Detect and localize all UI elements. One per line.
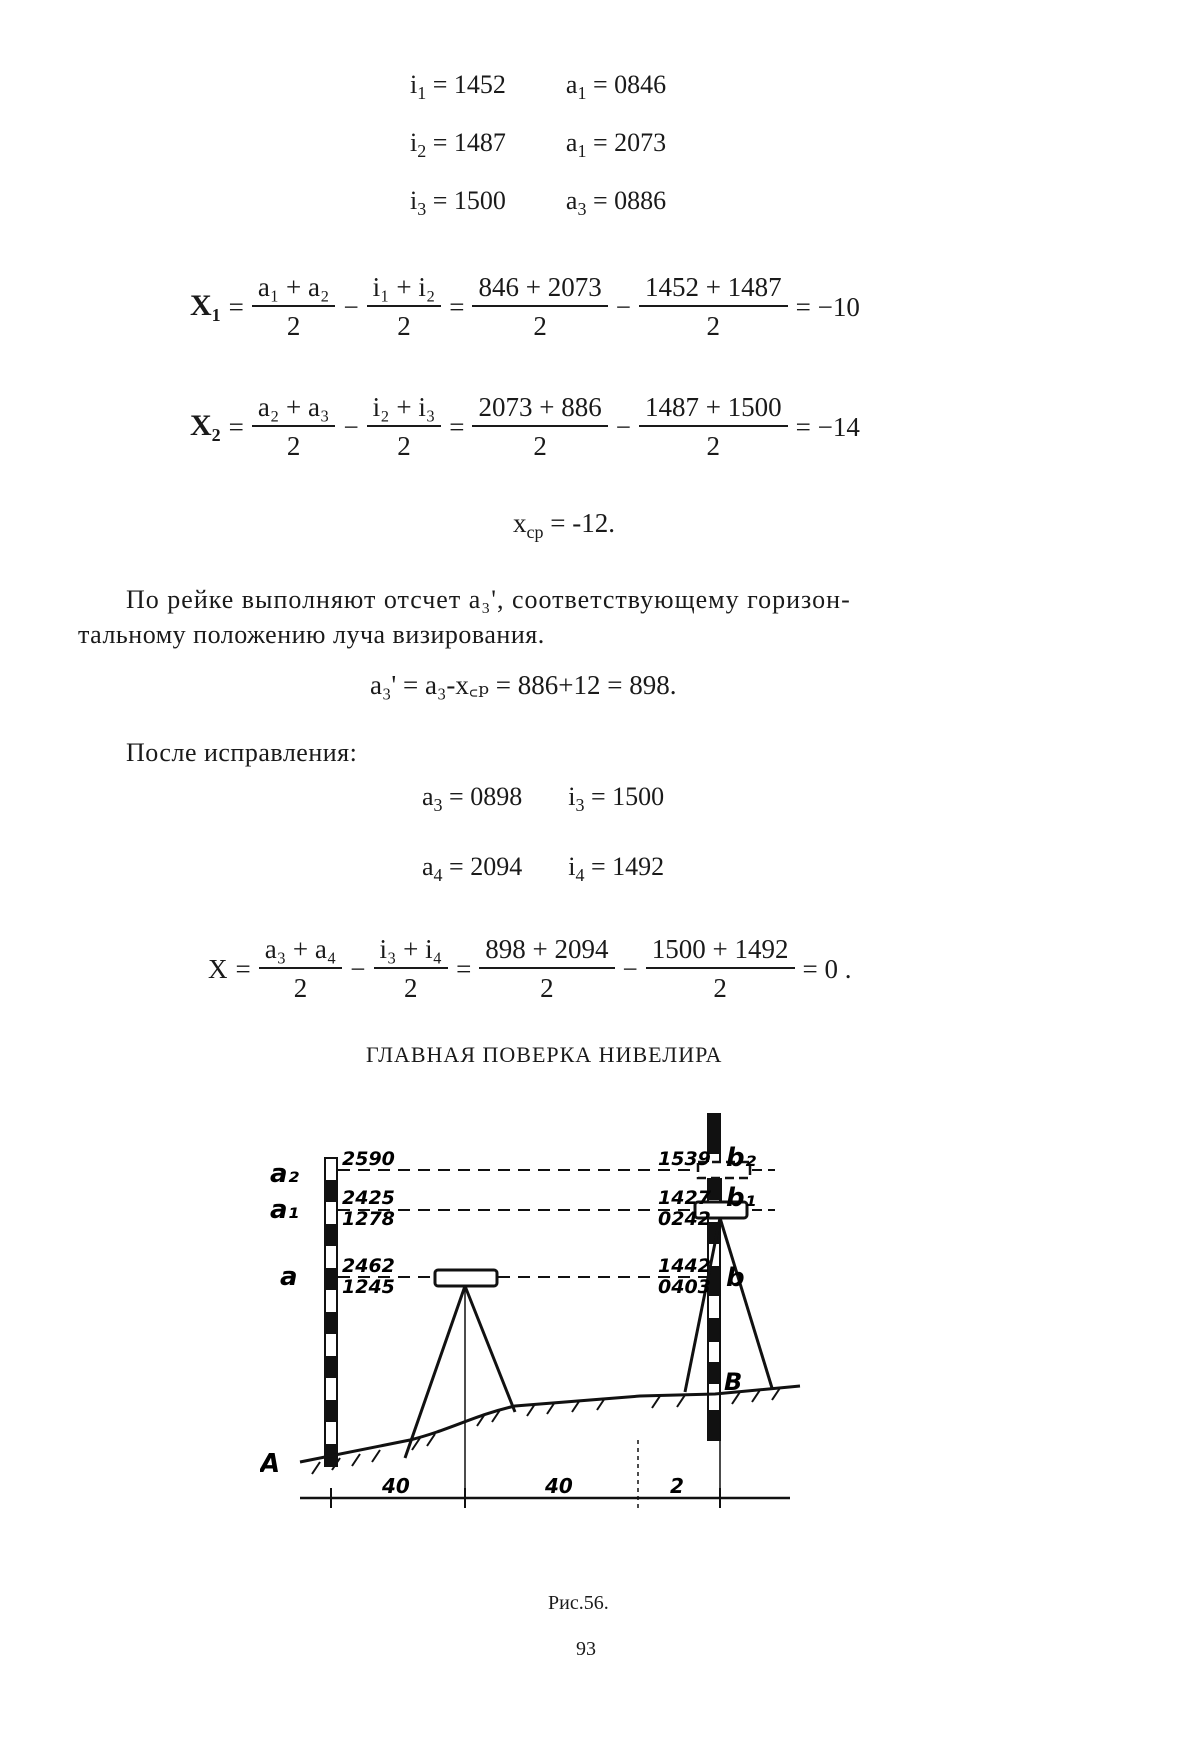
left-staff [325,1158,337,1466]
reading-i: $i_2 = 1487$ [410,128,506,161]
formula-lhs: $X_1$ [190,288,221,325]
fraction: $\frac{2073 + 886}{2}$ [472,392,607,462]
reading-i: $i_4 = 1492$ [568,852,665,885]
reading-row [410,186,810,244]
minus-sign: − [615,411,631,442]
minus-sign: − [622,953,638,984]
fraction: $\frac{1487 + 1500}{2}$ [639,392,788,462]
readings-block-1 [410,70,810,244]
label-a2: a₂ [270,1159,299,1189]
paragraph-1-line-2: тальному положению луча визирования. [78,620,545,649]
equals-sign: = [449,411,465,442]
label-a: a [280,1262,298,1292]
fraction: $\frac{\text{a₃ + a₄}}{2}$ [259,934,343,1004]
reading-2462: 2462 [342,1255,395,1277]
equals-sign: = [456,953,472,984]
reading-2425: 2425 [342,1187,395,1209]
paragraph-2: После исправления: [126,738,358,767]
distance-2: 40 [545,1474,573,1498]
formula-lhs: $X_2$ [190,408,221,445]
level-instrument-1 [405,1270,515,1495]
reading-a: $a_4 = 2094$ [422,852,523,885]
label-A: A [260,1449,281,1479]
label-a1: a₁ [270,1195,299,1225]
reading-1245: 1245 [342,1276,395,1298]
reading-row [422,852,822,922]
reading-a: $a_1 = 2073$ [565,128,667,161]
formula-x1 [190,272,860,342]
fraction: $\frac{\text{i₂ + i₃}}{2}$ [367,392,442,462]
equals-sign: = [449,291,465,322]
paragraph-1-line-1: По рейке выполняют отсчет a₃', соответствующему горизон- [126,585,851,614]
label-b1: b₁ [726,1183,756,1213]
fraction: $\frac{\text{i₁ + i₂}}{2}$ [367,272,442,342]
label-b: b [726,1263,745,1293]
distance-3: 2 [670,1474,684,1498]
ground-line [300,1386,800,1462]
reading-1278: 1278 [342,1208,395,1230]
section-heading: ГЛАВНАЯ ПОВЕРКА НИВЕЛИРА [366,1042,723,1067]
equals-sign: = [228,291,244,322]
formula-result: = −10 [795,291,860,322]
reading-i: $i_3 = 1500$ [410,186,506,219]
fraction: $\frac{\text{a₁ + a₂}}{2}$ [252,272,336,342]
equals-sign: = [228,411,244,442]
reading-row [422,782,822,852]
reading-0403: 0403 [658,1276,711,1298]
fraction: $\frac{\text{i₃ + i₄}}{2}$ [374,934,449,1004]
reading-1442: 1442 [658,1255,711,1277]
reading-row [410,70,810,128]
reading-i: $i_1 = 1452$ [410,70,506,103]
reading-0242: 0242 [658,1208,711,1230]
reading-1427: 1427 [658,1187,711,1209]
fraction: $\frac{1452 + 1487}{2}$ [639,272,788,342]
reading-a: $a_3 = 0886$ [565,186,667,219]
formula-result: = −14 [795,411,860,442]
fraction: $\frac{1500 + 1492}{2}$ [646,934,795,1004]
minus-sign: − [343,291,359,322]
formula-lhs: X [208,953,228,984]
reading-2590: 2590 [342,1148,395,1170]
formula-result: = 0 . [802,953,852,984]
formula-x2 [190,392,860,462]
minus-sign: − [350,953,366,984]
reading-row [410,128,810,186]
leveling-diagram [260,1100,920,1580]
fraction: $\frac{898 + 2094}{2}$ [479,934,614,1004]
page-number: 93 [576,1638,596,1660]
label-B: B [724,1368,743,1396]
readings-block-2 [422,782,822,922]
minus-sign: − [343,411,359,442]
reading-a: $a_1 = 0846$ [565,70,667,103]
formula-x [208,934,851,1004]
distance-1: 40 [382,1474,410,1498]
figure-caption: Рис.56. [548,1592,609,1614]
reading-a: $a_3 = 0898$ [422,782,523,815]
formula-xcp: $x_{ср} = -12$. [513,508,615,542]
minus-sign: − [615,291,631,322]
reading-i: $i_3 = 1500$ [568,782,665,815]
equals-sign: = [235,953,251,984]
label-b2: b₂ [726,1143,756,1173]
reading-1539: 1539 [658,1148,711,1170]
fraction: $\frac{846 + 2073}{2}$ [472,272,607,342]
formula-a3-prime: a₃' = a₃-x꜀ₚ = 886+12 = 898. [370,670,677,700]
fraction: $\frac{\text{a₂ + a₃}}{2}$ [252,392,336,462]
